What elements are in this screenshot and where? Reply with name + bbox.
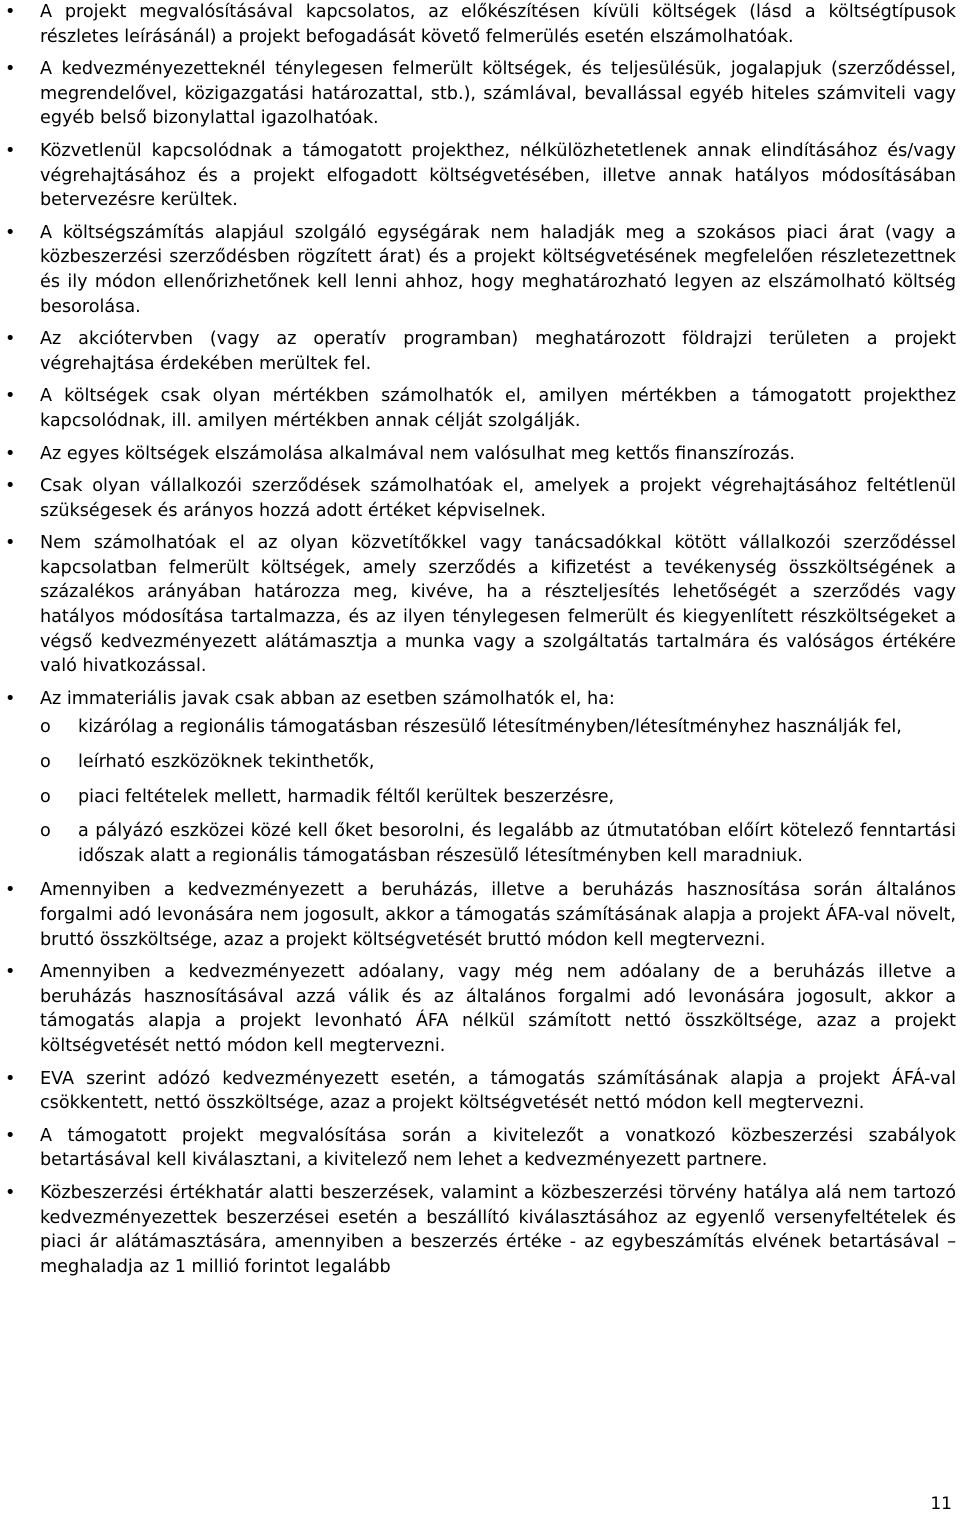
bullet-icon: • (5, 222, 16, 243)
document-body (5, 0, 956, 1287)
list-item-text: Nem számolhatóak el az olyan közvetítőkkel vagy tanácsadókkal kötött vállalkozói szerződéssel kapcsolatban felmerült költségek, amely szerződés a kifizetést a tevékenység összköltségének a százalékos arányában határozza meg, kivéve, ha a részteljesítés lehetőségét a szerződés vagy hatályos módosítása tartalmazza, és az ilyen ténylegesen felmerült és kiegyenlített részköltségeket a végső kedvezményezett alátámasztja a munka vagy a szolgáltatás tartalmára és valóságos értékére való hivatkozással. (40, 533, 956, 677)
page-number: 11 (930, 1494, 952, 1514)
circle-bullet-icon: o (40, 821, 51, 842)
bullet-icon: • (5, 386, 16, 407)
bullet-icon: • (5, 443, 16, 464)
bullet-icon: • (5, 2, 16, 22)
list-item-text: Az immateriális javak csak abban az esetben számolhatók el, ha: (40, 688, 615, 709)
list-item-text: Csak olyan vállalkozói szerződések számolhatóak el, amelyek a projekt végrehajtásához feltétlenül szükségesek és arányos hozzá adott értéket képviselnek. (40, 476, 956, 521)
sub-list (40, 715, 956, 868)
list-item-text: Közvetlenül kapcsolódnak a támogatott projekthez, nélkülözhetetlenek annak elindításához és/vagy végrehajtásához és a projekt elfogadott költségvetésében, illetve annak hatályos módosításában betervezésre kerültek. (40, 140, 956, 211)
bullet-icon: • (5, 1068, 16, 1089)
circle-bullet-icon: o (40, 717, 51, 738)
list-item (5, 221, 956, 319)
list-item-text: Az egyes költségek elszámolása alkalmával nem valósulhat meg kettős finanszírozás. (40, 443, 795, 464)
list-item-text: A költségek csak olyan mértékben számolhatók el, amilyen mértékben a támogatott projekthez kapcsolódnak, ill. amilyen mértékben annak célját szolgálják. (40, 386, 956, 431)
list-item (5, 327, 956, 376)
list-item (5, 531, 956, 679)
list-item (5, 960, 956, 1058)
list-item-text: A támogatott projekt megvalósítása során a kivitelezőt a vonatkozó közbeszerzési szabályok betartásával kell kiválasztani, a kivitelező nem lehet a kedvezményezett partnere. (40, 1125, 956, 1171)
bullet-icon: • (5, 140, 16, 161)
list-item (5, 0, 956, 49)
list-item (5, 384, 956, 433)
sub-list-item (40, 750, 956, 775)
circle-bullet-icon: o (40, 786, 51, 807)
sub-list-item (40, 819, 956, 868)
sub-list-item (40, 785, 956, 810)
bullet-icon: • (5, 688, 16, 709)
bullet-icon: • (5, 59, 16, 80)
list-item (5, 1067, 956, 1116)
list-item (5, 1181, 956, 1279)
sub-list-item (40, 715, 956, 740)
list-item-text: A költségszámítás alapjául szolgáló egységárak nem haladják meg a szokásos piaci árat (vagy a közbeszerzési szerződésben rögzített árat) és a projekt költségvetésének megfelelően részletezettnek és ily módon ellenőrizhetőnek kell lenni ahhoz, hogy meghatározható legyen az elszámolható költség besorolása. (40, 222, 956, 317)
bullet-icon: • (5, 533, 16, 554)
bullet-icon: • (5, 880, 16, 901)
list-item (5, 878, 956, 952)
sub-list-item-text: kizárólag a regionális támogatásban részesülő létesítményben/létesítményhez használják fel, (78, 717, 902, 738)
list-item-text: EVA szerint adózó kedvezményezett esetén, a támogatás számításának alapja a projekt ÁFÁ-val csökkentett, nettó összköltsége, azaz a projekt költségvetését nettó módon kell megtervezni. (40, 1068, 956, 1114)
list-item-text: A projekt megvalósításával kapcsolatos, az előkészítésen kívüli költségek (lásd a költségtípusok részletes leírásánál) a projekt befogadását követő felmerülés esetén elszámolhatóak. (40, 2, 956, 47)
list-item (5, 1124, 956, 1173)
bullet-icon: • (5, 329, 16, 350)
requirements-list (5, 0, 956, 1279)
bullet-icon: • (5, 962, 16, 983)
list-item (5, 139, 956, 213)
list-item-text: Amennyiben a kedvezményezett adóalany, vagy még nem adóalany de a beruházás illetve a beruházás hasznosításával azzá válik és az általános forgalmi adó levonására jogosult, akkor a támogatás alapja a projekt levonható ÁFA nélkül számított nettó összköltsége, azaz a projekt költségvetését nettó módon kell megtervezni. (40, 962, 956, 1056)
sub-list-item-text: a pályázó eszközei közé kell őket besorolni, és legalább az útmutatóban előírt kötelező fenntartási időszak alatt a regionális támogatásban részesülő létesítményben kell maradniuk. (78, 821, 956, 866)
sub-list-item-text: piaci feltételek mellett, harmadik féltől kerültek beszerzésre, (78, 786, 615, 807)
sub-list-item-text: leírható eszközöknek tekinthetők, (78, 752, 375, 773)
bullet-icon: • (5, 1125, 16, 1146)
list-item (5, 442, 956, 467)
list-item (5, 57, 956, 131)
list-item-text: Az akciótervben (vagy az operatív programban) meghatározott földrajzi területen a projekt végrehajtása érdekében merültek fel. (40, 329, 956, 374)
bullet-icon: • (5, 1182, 16, 1203)
circle-bullet-icon: o (40, 752, 51, 773)
list-item (5, 687, 956, 869)
list-item (5, 474, 956, 523)
bullet-icon: • (5, 476, 16, 497)
list-item-text: Közbeszerzési értékhatár alatti beszerzések, valamint a közbeszerzési törvény hatálya alá nem tartozó kedvezményezettek beszerzései esetén a beszállító kiválasztásához az egyenlő versenyfeltételek és piaci ár alátámasztására, amennyiben a beszerzés értéke - az egybeszámítás elvének betartásával – meghaladja az 1 millió forintot legalább (40, 1182, 956, 1277)
list-item-text: Amennyiben a kedvezményezett a beruházás, illetve a beruházás hasznosítása során általános forgalmi adó levonására nem jogosult, akkor a támogatás számításának alapja a projekt ÁFA-val növelt, bruttó összköltsége, azaz a projekt költségvetését bruttó módon kell megtervezni. (40, 880, 956, 950)
list-item-text: A kedvezményezetteknél ténylegesen felmerült költségek, és teljesülésük, jogalapjuk (szerződéssel, megrendelővel, közigazgatási határozattal, stb.), számlával, bevallással egyéb hiteles számviteli vagy egyéb belső bizonylattal igazolhatóak. (40, 59, 956, 129)
